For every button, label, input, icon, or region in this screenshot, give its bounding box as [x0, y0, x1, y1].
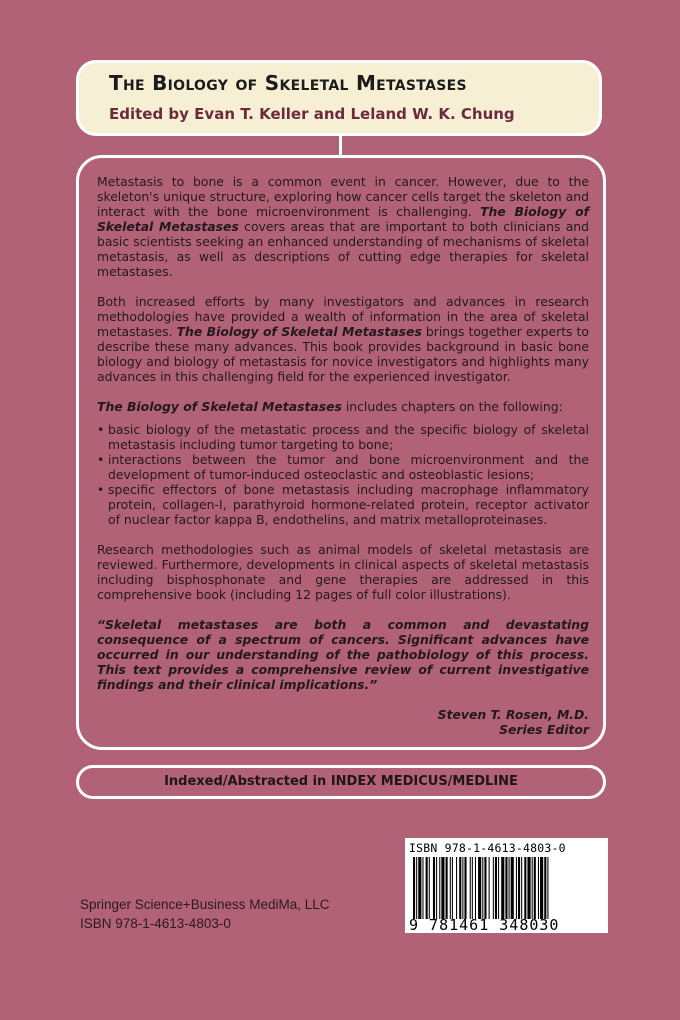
barcode-bar: [518, 857, 520, 919]
description-paragraph-1: [97, 174, 589, 279]
publisher-name: Springer Science+Business MediMa, LLC: [80, 897, 330, 912]
chapter-list-item: • basic biology of the metastatic process and the specific biology of skeletal metastasis including tumor targeting to bone;: [97, 422, 589, 452]
barcode-bar: [433, 857, 435, 919]
barcode-bar: [540, 857, 543, 919]
barcode-bar: [489, 857, 490, 919]
barcode-isbn-label: ISBN 978-1-4613-4803-0: [409, 841, 566, 855]
barcode-bar: [446, 857, 448, 919]
barcode-bar: [532, 857, 533, 919]
p1-text-b: covers areas that are important to both clinicians and basic scientists seeking an enhanced understanding of mechanisms of skeletal metastasis, as well as descriptions of cutting edge therapies for skeletal metastases.: [97, 219, 590, 279]
p2-text-b: brings together experts to describe these many advances. This book provides background in basic bone biology and biology of metastasis for novice investigators and highlights many advances in this challenging field for the experienced investigator.: [97, 324, 589, 384]
p2-book-title: The Biology of Skeletal Metastases: [176, 324, 422, 339]
barcode-bar: [478, 857, 481, 919]
barcode-bar: [547, 857, 548, 919]
barcode-bar: [418, 857, 421, 919]
barcode-bar: [516, 857, 517, 919]
barcode-bar: [441, 857, 444, 919]
barcode-bar: [475, 857, 476, 919]
index-box: Indexed/Abstracted in INDEX MEDICUS/MEDLINE: [76, 765, 606, 799]
p1-book-title: The Biology of Skeletal Metastases: [97, 204, 589, 234]
chapter-list-item: • specific effectors of bone metastasis including macrophage inflammatory protein, collagen-I, parathyroid hormone-related protein, receptor activator of nuclear factor kappa B, endothelins, and matrix metalloproteinases.: [97, 482, 589, 527]
barcode-bar: [511, 857, 514, 919]
barcode-bar: [493, 857, 494, 919]
barcode-bar: [482, 857, 483, 919]
barcode-bar: [495, 857, 497, 919]
book-title: The Biology of Skeletal Metastases: [109, 71, 467, 95]
description-paragraph-4: Research methodologies such as animal models of skeletal metastasis are reviewed. Furthermore, developments in clinical aspects of skeletal metastasis including bisphosphonate and gene therapies are addressed in this comprehensive book (including 12 pages of full color illustrations).: [97, 542, 589, 602]
barcode-bar: [426, 857, 428, 919]
barcode-bar: [429, 857, 430, 919]
barcode-bar: [472, 857, 473, 919]
barcode-bar: [505, 857, 507, 919]
barcode-bar: [456, 857, 457, 919]
barcode-bar: [459, 857, 461, 919]
barcode-bar: [416, 857, 417, 919]
chapter-list-item: • interactions between the tumor and bone microenvironment and the development of tumor-induced osteoclastic and osteoblastic lesions;: [97, 452, 589, 482]
endorsement-name: Steven T. Rosen, M.D.: [437, 707, 589, 722]
p1-text-a: Metastasis to bone is a common event in cancer. However, due to the skeleton's unique structure, exploring how cancer cells target the skeleton and interact with the bone microenvironment is challenging.: [97, 174, 589, 219]
barcode-bar: [544, 857, 546, 919]
p2-text-a: Both increased efforts by many investigators and advances in research methodologies have provided a wealth of information in the area of skeletal metastases.: [97, 294, 589, 339]
barcode-bar: [464, 857, 466, 919]
barcode-bar: [527, 857, 530, 919]
barcode-digits: 9 781461 348030: [409, 916, 560, 934]
p3-text-b: includes chapters on the following:: [341, 399, 563, 414]
publisher-info: [80, 895, 330, 933]
description-box: [76, 155, 606, 750]
barcode-bar: [439, 857, 440, 919]
endorsement-quote: “Skeletal metastases are both a common and devastating consequence of a spectrum of cancers. Significant advances have occurred in our understanding of the pathobiology of this process. This text provides a comprehensive review of current investigative findings and their clinical implications.”: [97, 617, 589, 692]
barcode-bar: [450, 857, 451, 919]
description-paragraph-2: [97, 294, 589, 384]
p3-book-title: The Biology of Skeletal Metastases: [97, 399, 342, 414]
publisher-isbn: ISBN 978-1-4613-4803-0: [80, 916, 231, 931]
barcode-bar: [484, 857, 486, 919]
barcode-bar: [436, 857, 437, 919]
chapter-list: [97, 422, 589, 527]
book-editors: Edited by Evan T. Keller and Leland W. K. Chung: [109, 105, 515, 123]
barcode-bar: [413, 857, 415, 919]
barcode-bar: [524, 857, 526, 919]
barcode-bar: [521, 857, 522, 919]
description-paragraph-3: [97, 399, 589, 414]
barcode-bar: [534, 857, 536, 919]
barcode-bar: [498, 857, 499, 919]
barcode-bar: [470, 857, 471, 919]
barcode-bar: [509, 857, 510, 919]
barcode-box: [405, 838, 608, 933]
barcode-bar: [538, 857, 539, 919]
endorsement-role: Series Editor: [499, 722, 589, 737]
title-box: [76, 60, 602, 136]
barcode-bar: [501, 857, 504, 919]
barcode-bar: [422, 857, 423, 919]
connector-line: [339, 136, 342, 155]
barcode-bar: [452, 857, 453, 919]
barcode-bar: [462, 857, 463, 919]
barcode-icon: [409, 857, 599, 919]
